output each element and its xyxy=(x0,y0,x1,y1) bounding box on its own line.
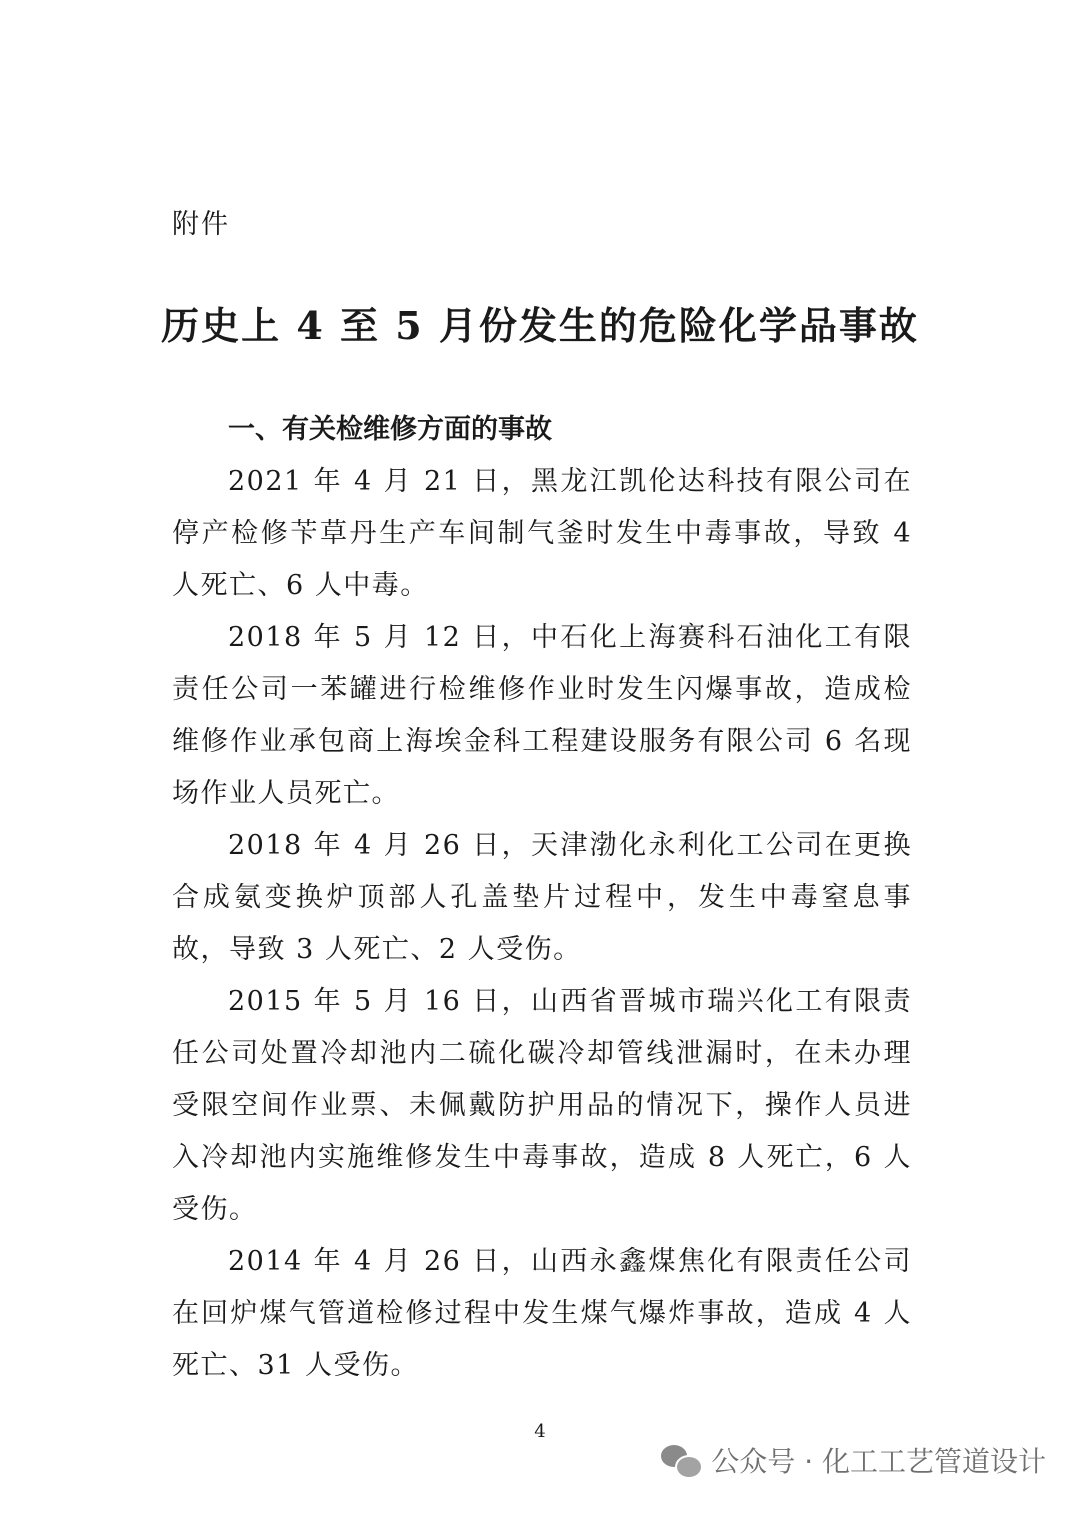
section-heading: 一、有关检维修方面的事故 xyxy=(228,414,552,445)
watermark xyxy=(661,1436,1046,1484)
document-title: 历史上 4 至 5 月份发生的危险化学品事故 xyxy=(161,303,919,348)
watermark-text: 公众号 · 化工工艺管道设计 xyxy=(711,1445,1046,1478)
body-text xyxy=(172,456,912,1392)
paragraph-2021-04-21: 2021 年 4 月 21 日，黑龙江凯伦达科技有限公司在停产检修苄草丹生产车间制气釜时发生中毒事故，导致 4 人死亡、6 人中毒。 xyxy=(172,466,912,601)
wechat-icon xyxy=(661,1443,701,1477)
paragraph-2018-05-12: 2018 年 5 月 12 日，中石化上海赛科石油化工有限责任公司一苯罐进行检维修作业时发生闪爆事故，造成检维修作业承包商上海埃金科工程建设服务有限公司 6 名现场作业人员死亡。 xyxy=(172,622,912,809)
paragraph-2014-04-26: 2014 年 4 月 26 日，山西永鑫煤焦化有限责任公司在回炉煤气管道检修过程中发生煤气爆炸事故，造成 4 人死亡、31 人受伤。 xyxy=(172,1246,912,1381)
paragraph-2015-05-16: 2015 年 5 月 16 日，山西省晋城市瑞兴化工有限责任公司处置冷却池内二硫化碳冷却管线泄漏时，在未办理受限空间作业票、未佩戴防护用品的情况下，操作人员进入冷却池内实施维修发生中毒事故，造成 8 人死亡，6 人受伤。 xyxy=(172,986,912,1225)
paragraph-2018-04-26: 2018 年 4 月 26 日，天津渤化永利化工公司在更换合成氨变换炉顶部人孔盖垫片过程中，发生中毒窒息事故，导致 3 人死亡、2 人受伤。 xyxy=(172,830,912,965)
page-number: 4 xyxy=(534,1421,546,1442)
attachment-label: 附件 xyxy=(172,209,230,240)
